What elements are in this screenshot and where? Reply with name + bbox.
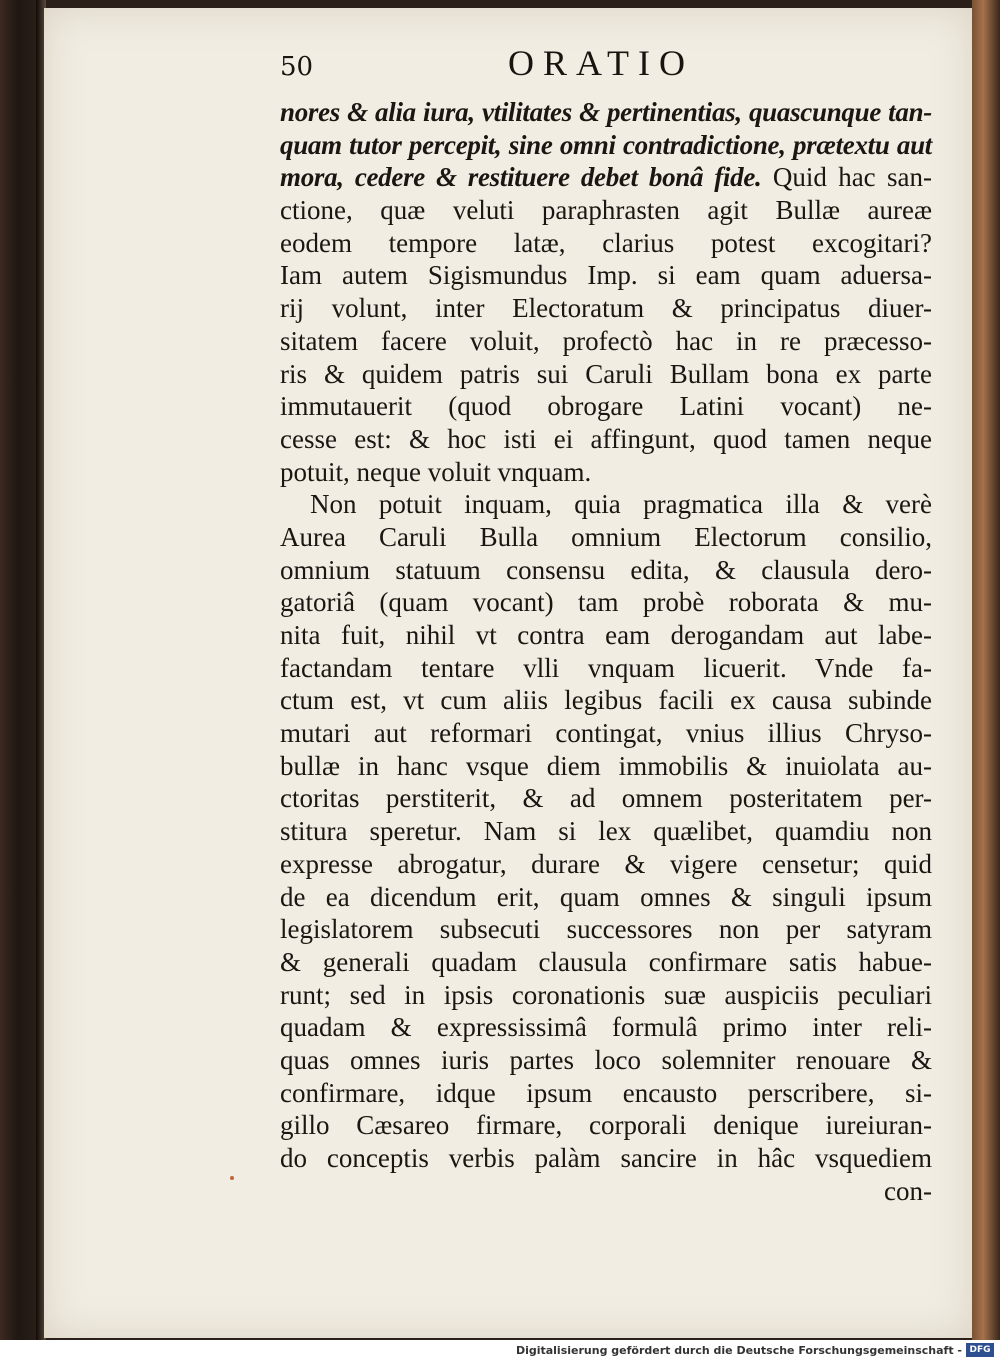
footer-credit: Digitalisierung gefördert durch die Deutsche Forschungsgemeinschaft - [515, 1344, 962, 1357]
text-line: factandam tentare vlli vnquam licuerit. Vnde fa- [280, 652, 932, 683]
text-line: sitatem facere voluit, profectò hac in re præcesso- [280, 325, 932, 356]
book-cover-edge [972, 0, 1000, 1340]
text-line: stitura speretur. Nam si lex quælibet, quamdiu non [280, 816, 932, 847]
text-line: nita fuit, nihil vt contra eam derogandam aut labe- [280, 620, 932, 650]
dfg-logo: DFG [966, 1343, 994, 1357]
text-line: de ea dicendum erit, quam omnes & singuli ipsum [280, 881, 932, 912]
text-line: cesse est: & hoc isti ei affingunt, quod tamen neque [280, 423, 932, 454]
text-line: bullæ in hanc vsque diem immobilis & inuiolata au- [280, 750, 932, 781]
text-line: confirmare, idque ipsum encausto perscribere, si- [280, 1077, 932, 1108]
text-line: rij volunt, inter Electoratum & principatus diuer- [280, 293, 932, 324]
text-line: quam tutor percepit, sine omni contradictione, prætextu aut [280, 129, 932, 160]
page-number: 50 [280, 52, 314, 82]
text-line: runt; sed in ipsis coronationis suæ auspiciis peculiari [280, 979, 932, 1010]
page-header [280, 40, 930, 90]
text-line: eodem tempore latæ, clarius potest excogitari? [280, 227, 932, 258]
text-line: legislatorem subsecuti successores non per satyram [280, 914, 932, 945]
running-head: ORATIO [508, 43, 694, 83]
text-line: gillo Cæsareo firmare, corporali denique iureiuran- [280, 1110, 932, 1141]
text-line: nores & alia iura, vtilitates & pertinentias, quascunque tan- [280, 97, 932, 127]
text-line: ctoritas perstiterit, & ad omnem posteritatem per- [280, 783, 932, 814]
paper-speck [230, 1176, 234, 1180]
text-line: quas omnes iuris partes loco solemniter renouare & [280, 1044, 932, 1075]
text-line [280, 161, 932, 194]
footer-bar [0, 1340, 1000, 1361]
text-line: Iam autem Sigismundus Imp. si eam quam aduersa- [280, 260, 932, 291]
text-line: gatoriâ (quam vocant) tam probè roborata & mu- [280, 587, 932, 618]
roman-segment: Quid hac san- [761, 162, 932, 193]
text-line: Non potuit inquam, quia pragmatica illa & verè [310, 489, 932, 520]
text-line: immutauerit (quod obrogare Latini vocant) ne- [280, 391, 932, 422]
text-line: Aurea Caruli Bulla omnium Electorum consilio, [280, 521, 932, 552]
text-line: con- [884, 1175, 932, 1206]
text-line: mutari aut reformari contingat, vnius illius Chryso- [280, 718, 932, 749]
text-line: expresse abrogatur, durare & vigere censetur; quid [280, 848, 932, 879]
text-line: & generali quadam clausula confirmare satis habue- [280, 946, 932, 977]
text-line: ctum est, vt cum aliis legibus facili ex causa subinde [280, 685, 932, 716]
text-line: ctione, quæ veluti paraphrasten agit Bullæ aureæ [280, 195, 932, 226]
text-line: do conceptis verbis palàm sancire in hâc vsquediem [280, 1143, 932, 1173]
italic-segment: mora, cedere & restituere debet bonâ fide. [280, 162, 762, 193]
body-text [280, 96, 932, 1207]
text-line: quadam & expressissimâ formulâ primo inter reli- [280, 1012, 932, 1043]
text-line: ris & quidem patris sui Caruli Bullam bona ex parte [280, 358, 932, 389]
text-line: omnium statuum consensu edita, & clausula dero- [280, 554, 932, 585]
text-line: potuit, neque voluit vnquam. [280, 456, 592, 487]
